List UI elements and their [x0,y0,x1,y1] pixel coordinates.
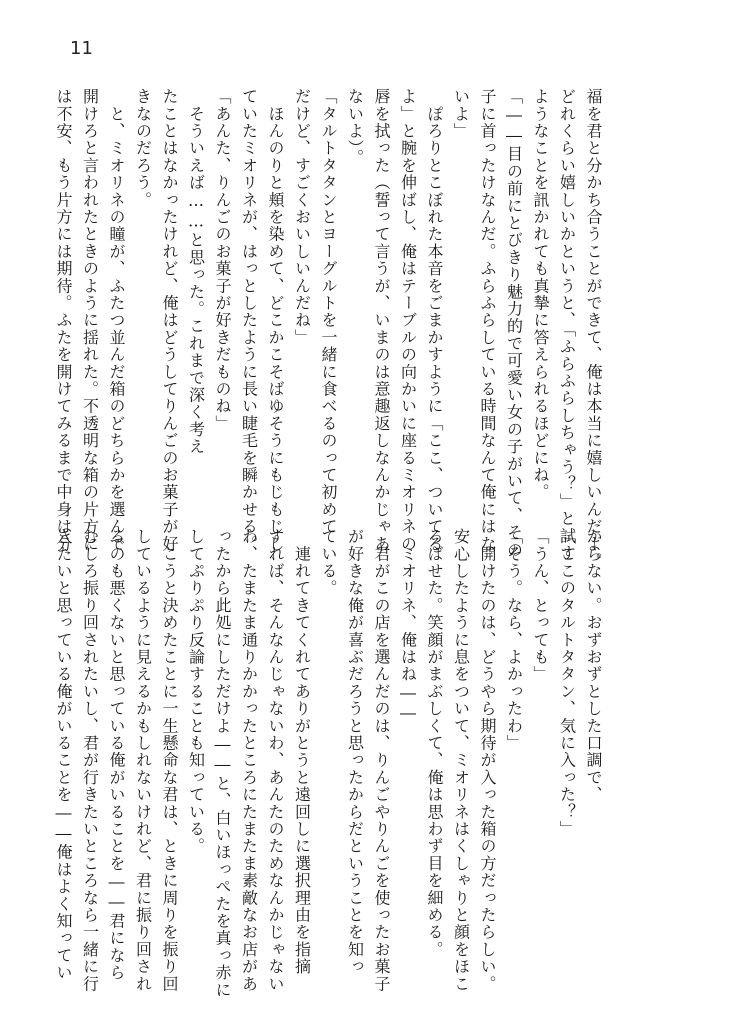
text-line: ている。 [319,528,338,597]
text-line: ていたミオリネが、はっとしたように長い睫毛を瞬かせる。 [239,88,259,553]
text-line: ろばせた。笑顔がまぶしくて、俺は思わず目を細める。 [425,528,444,958]
text-line: ぽろりとこぼれた本音をごまかすように「ここ、ついてる [425,88,444,553]
text-line: 「そう。なら、よかったわ」 [504,528,524,752]
text-line: ないよ）。 [345,88,365,166]
upper-text-block [50,88,607,570]
text-line: だけど、すごくおいしいんだね」 [292,88,312,346]
text-line: 「タルトタタンとヨーグルトを一緒に食べるのって初めて [319,88,338,536]
text-line: いよ」 [451,88,471,140]
text-line: きなのだろう。 [133,88,153,209]
text-line: 開けろと言われたときのように揺れた。不透明な箱の片方に [80,88,100,553]
text-line: わ、たまたま通りかかったところにたまたま素敵なお店があ [239,528,259,993]
text-line: たことはなかったけれど、俺はどうしてりんごのお菓子が好 [160,88,179,553]
text-line: が好きな俺が喜ぶだろうと思ったからだということを知っ [345,528,365,976]
text-line: ミオリネ、俺はね―― [398,528,418,724]
lower-text-block [50,528,607,999]
page-number: 11 [70,38,93,59]
text-line: しているように見えるかもしれないけれど、君に振り回され [133,528,153,993]
text-line: 君がこの店を選んだのは、りんごやりんごを使ったお菓子 [372,528,391,993]
text-line: 「あんた、りんごのお菓子が好きだものね」 [213,88,232,432]
text-line: そういえば……と思った。これまで深く考え [186,88,206,456]
text-line: 「うん、とっても」 [531,528,550,683]
text-line: 福を君と分かち合うことができて、俺は本当に嬉しいんだよ。 [584,88,603,570]
text-line: ったから此処にしただけよ――と、白いほっぺたを真っ赤に [213,528,232,999]
text-line: よ」と腕を伸ばし、俺はテーブルの向かいに座るミオリネの [398,88,418,553]
text-line: むしろ振り回されたいし、君が行きたいところなら一緒に行 [80,528,100,993]
text-line: どれくらい嬉しいかというと、「ふらふらしちゃう？」と試す [557,88,577,562]
text-line: こうと決めたことに一生懸命な君は、ときに周りを振り回 [160,528,179,993]
text-line: は不安、もう片方には期待。ふたを開けてみるまで中身は分 [54,88,73,553]
text-line: ようなことを訊かれても真摯に答えられるほどにね。 [531,88,550,501]
text-line: ほんのりと頬を染めて、どこかこそばゆそうにもじもじし [266,88,285,553]
text-line: 「――目の前にとびきり魅力的で可愛い女の子がいて、その [504,88,524,559]
text-line: 唇を拭った（誓って言うが、いまのは意趣返しなんかじゃあ [372,88,391,553]
text-line: 開けたのは、どうやら期待が入った箱の方だったらしい。 [478,528,497,993]
text-line: と、ミオリネの瞳が、ふたつ並んだ箱のどちらかを選んで [107,88,126,553]
text-line: してぷりぷり反論することも知っている。 [186,528,206,855]
text-line: きたいと思っている俺がいることを――俺はよく知ってい [54,528,73,982]
text-line: すれば、そんなんじゃないわ、あんたのためなんかじゃない [266,528,285,993]
text-line: 「ここのタルトタタン、気に入った？」 [557,528,577,838]
text-line: 連れてきてくれてありがとうと遠回しに選択理由を指摘 [292,528,312,976]
text-line: 安心したように息をついて、ミオリネはくしゃりと顔をほこ [451,528,471,993]
text-line: るのも悪くないと思っている俺がいることを――君になら [107,528,126,982]
text-line: からない。おずおずとした口調で、 [584,528,603,804]
text-line: 子に首ったけなんだ。ふらふらしている時間なんて俺にはな [478,88,497,553]
